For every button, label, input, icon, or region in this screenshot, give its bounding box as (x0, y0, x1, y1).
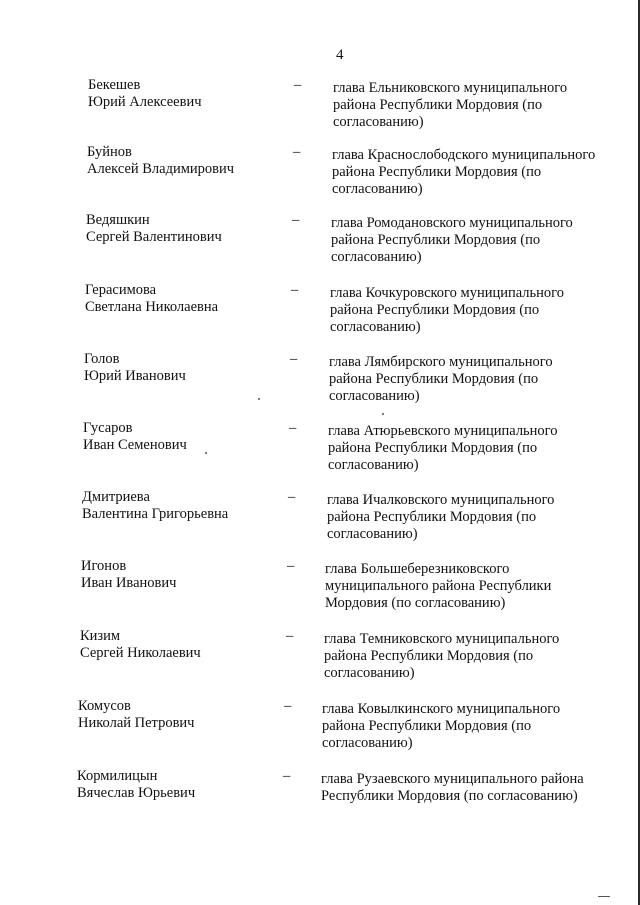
list-item (0, 420, 640, 480)
member-surname: Буйнов (87, 144, 132, 160)
page-number: 4 (336, 47, 344, 63)
member-position: глава Лямбирского муниципального района Республики Мордовия (по согласованию) (329, 354, 553, 404)
dash-separator: – (292, 212, 300, 228)
member-position: глава Большеберезниковского муниципального района Республики Мордовия (по согласованию) (325, 561, 552, 611)
member-name (82, 489, 312, 523)
member-given-name: Николай Петрович (78, 715, 195, 731)
dash-separator: – (291, 282, 299, 298)
dash-separator: – (293, 144, 301, 160)
member-surname: Ведяшкин (86, 212, 150, 228)
member-position: глава Ельниковского муниципального района Республики Мордовия (по согласованию) (333, 80, 568, 130)
list-item (0, 489, 640, 549)
dash-separator: – (289, 420, 297, 436)
list-item (0, 77, 640, 137)
member-position: глава Ичалковского муниципального района Республики Мордовия (по согласованию) (327, 492, 555, 542)
member-surname: Гусаров (83, 420, 133, 436)
member-given-name: Юрий Алексеевич (88, 94, 202, 110)
member-surname: Кормилицын (77, 768, 158, 784)
list-item (0, 282, 640, 342)
scan-speck (382, 413, 384, 415)
member-name (87, 144, 317, 178)
member-position: глава Ромодановского муниципального района Республики Мордовия (по согласованию) (331, 215, 573, 265)
member-surname: Дмитриева (82, 489, 150, 505)
dash-separator: – (283, 768, 291, 784)
member-surname: Герасимова (85, 282, 157, 298)
member-position: глава Темниковского муниципального района Республики Мордовия (по согласованию) (324, 631, 560, 681)
member-name (84, 351, 314, 385)
member-position: глава Кочкуровского муниципального района Республики Мордовия (по согласованию) (330, 285, 565, 335)
member-given-name: Светлана Николаевна (85, 299, 219, 315)
member-name (83, 420, 313, 454)
member-given-name: Иван Семенович (83, 437, 187, 453)
list-item (0, 768, 640, 828)
dash-separator: – (287, 558, 295, 574)
member-given-name: Вячеслав Юрьевич (77, 785, 196, 801)
dash-separator: – (294, 77, 302, 93)
member-surname: Бекешев (88, 77, 141, 93)
scan-speck (258, 398, 260, 400)
list-item (0, 351, 640, 411)
list-item (0, 212, 640, 272)
member-name (88, 77, 318, 111)
dash-separator: – (290, 351, 298, 367)
member-name (77, 768, 307, 802)
member-given-name: Юрий Иванович (84, 368, 186, 384)
dash-separator: – (284, 698, 292, 714)
member-surname: Комусов (78, 698, 131, 714)
member-name (78, 698, 308, 732)
member-name (86, 212, 316, 246)
list-item (0, 628, 640, 688)
scan-speck (598, 896, 610, 897)
member-position: глава Рузаевского муниципального района Республики Мордовия (по согласованию) (321, 771, 584, 804)
member-surname: Голов (84, 351, 120, 367)
member-surname: Игонов (81, 558, 127, 574)
member-name (85, 282, 315, 316)
member-given-name: Валентина Григорьевна (82, 506, 229, 522)
member-given-name: Сергей Валентинович (86, 229, 222, 245)
member-given-name: Иван Иванович (81, 575, 177, 591)
scan-speck (205, 452, 207, 454)
member-given-name: Сергей Николаевич (80, 645, 201, 661)
member-name (80, 628, 310, 662)
member-position: глава Краснослободского муниципального района Республики Мордовия (по согласованию) (332, 147, 596, 197)
dash-separator: – (286, 628, 294, 644)
member-position: глава Атюрьевского муниципального района Республики Мордовия (по согласованию) (328, 423, 558, 473)
list-item (0, 144, 640, 204)
member-given-name: Алексей Владимирович (87, 161, 235, 177)
member-name (81, 558, 311, 592)
list-item (0, 698, 640, 758)
member-surname: Кизим (80, 628, 121, 644)
list-item (0, 558, 640, 618)
member-position: глава Ковылкинского муниципального района Республики Мордовия (по согласованию) (322, 701, 561, 751)
dash-separator: – (288, 489, 296, 505)
